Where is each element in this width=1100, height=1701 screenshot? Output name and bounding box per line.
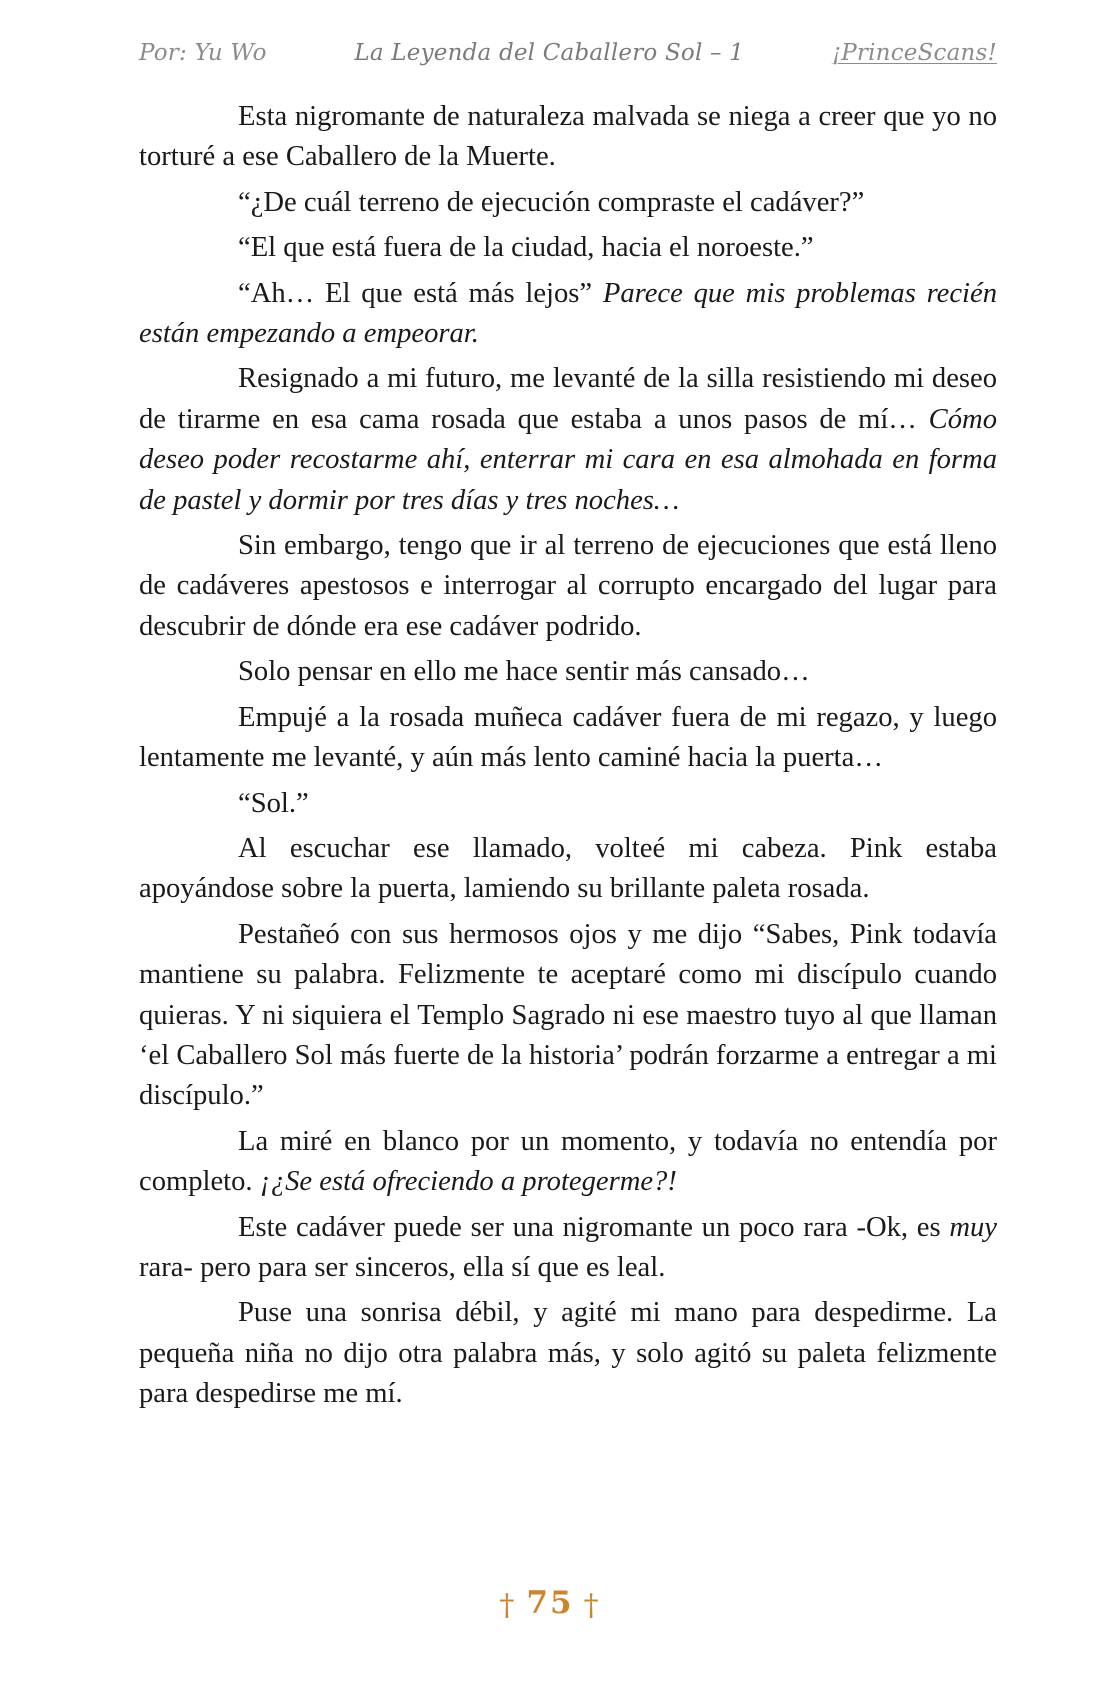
text-run: Este cadáver puede ser una nigromante un poco rara -Ok, es — [238, 1211, 950, 1243]
paragraph — [139, 652, 997, 692]
text-run: Resignado a mi futuro, me levanté de la silla resistiendo mi deseo de tirarme en esa cama rosada que estaba a unos pasos de mí… — [139, 363, 997, 435]
text-run: Puse una sonrisa débil, y agité mi mano para despedirme. La pequeña niña no dijo otra palabra más, y solo agitó su paleta felizmente para despedirse me mí. — [139, 1297, 997, 1410]
paragraph — [139, 183, 997, 223]
paragraph — [139, 1208, 997, 1289]
italic-text-run: muy — [949, 1211, 997, 1243]
paragraph — [139, 526, 997, 647]
text-run: “Ah… El que está más lejos” — [238, 277, 603, 309]
text-run: Al escuchar ese llamado, volteé mi cabeza. Pink estaba apoyándose sobre la puerta, lamiendo su brillante paleta rosada. — [139, 832, 997, 905]
paragraph — [139, 274, 997, 355]
paragraph — [139, 97, 997, 178]
text-run: rara- pero para ser sinceros, ella sí que es leal. — [139, 1251, 666, 1283]
dagger-ornament-left-icon: † — [499, 1588, 517, 1623]
paragraph — [139, 228, 997, 268]
running-header — [139, 40, 997, 76]
paragraph — [139, 698, 997, 779]
paragraph — [139, 915, 997, 1117]
italic-text-run: Parece que mis problemas recién están empezando a empeorar. — [139, 277, 997, 350]
header-group-link[interactable]: ¡PrinceScans! — [831, 40, 997, 66]
text-run: Sin embargo, tengo que ir al terreno de ejecuciones que está lleno de cadáveres apestosos e interrogar al corrupto encargado del lugar para descubrir de dónde era ese cadáver podrido. — [139, 530, 997, 642]
italic-text-run: ¡¿Se está ofreciendo a protegerme?! — [259, 1166, 677, 1198]
text-run: Empujé a la rosada muñeca cadáver fuera de mi regazo, y luego lentamente me levanté, y aún más lento caminé hacia la puerta… — [139, 701, 997, 774]
italic-text-run: Cómo deseo poder recostarme ahí, enterrar mi cara en esa almohada en forma de pastel y dormir por tres días y tres noches… — [139, 403, 997, 516]
page-footer — [0, 1585, 1100, 1621]
text-run: “El que está fuera de la ciudad, hacia el noroeste.” — [238, 232, 814, 264]
dagger-ornament-right-icon: † — [583, 1588, 601, 1623]
paragraph — [139, 1122, 997, 1203]
paragraph — [139, 1293, 997, 1414]
paragraph — [139, 359, 997, 521]
text-run: Esta nigromante de naturaleza malvada se niega a creer que yo no torturé a ese Caballero de la Muerte. — [139, 101, 997, 173]
text-run: “Sol.” — [238, 787, 309, 819]
header-author: Por: Yu Wo — [139, 40, 267, 66]
text-run: La miré en blanco por un momento, y todavía no entendía por completo. — [139, 1125, 997, 1198]
text-run: Pestañeó con sus hermosos ojos y me dijo “Sabes, Pink todavía mantiene su palabra. Felizmente te aceptaré como mi discípulo cuando quieras. Y ni siquiera el Templo Sagrado ni ese maestro tuyo al que llaman ‘el Caballero Sol más fuerte de la historia’ podrán forzarme a entregar a mi discípulo.” — [139, 918, 997, 1112]
header-book-title: La Leyenda del Caballero Sol – 1 — [354, 40, 745, 66]
page-body-text — [139, 97, 997, 1420]
text-run: Solo pensar en ello me hace sentir más cansado… — [238, 656, 810, 688]
paragraph — [139, 784, 997, 824]
page-number: 75 — [526, 1585, 574, 1621]
paragraph — [139, 829, 997, 910]
text-run: “¿De cuál terreno de ejecución compraste el cadáver?” — [238, 186, 865, 218]
